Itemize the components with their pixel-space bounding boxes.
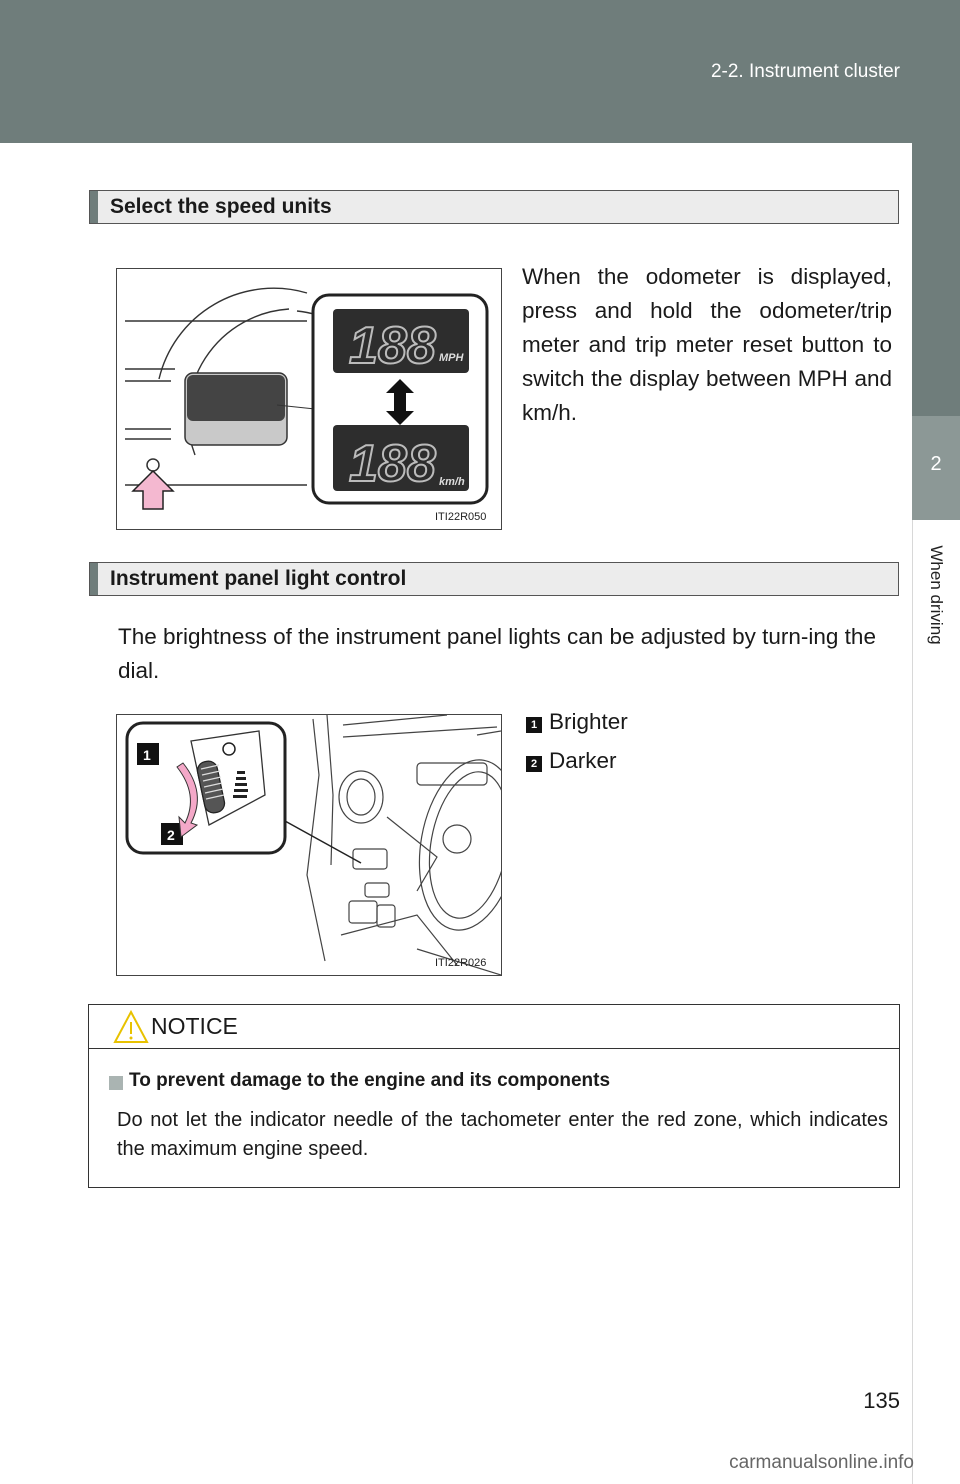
side-tab	[912, 520, 960, 1484]
kmh-digits: 188	[349, 435, 436, 493]
callout-2-number: 2	[167, 827, 175, 843]
warning-triangle-icon	[113, 1009, 149, 1045]
odometer-illustration	[117, 269, 501, 529]
section-heading-panel-light	[89, 562, 899, 596]
section-heading-text: Instrument panel light control	[110, 567, 407, 590]
speed-units-text: When the odometer is displayed, press and hold the odometer/trip meter and trip meter reset button to switch the display between MPH and km/h.	[522, 264, 892, 425]
notice-subheading: To prevent damage to the engine and its components	[129, 1070, 611, 1091]
legend-2-number: 2	[526, 756, 542, 772]
mph-digits: 188	[349, 317, 436, 375]
section-heading-text: Select the speed units	[110, 195, 332, 218]
figure-speed-units	[116, 268, 502, 530]
page-number: 135	[863, 1388, 900, 1413]
page-header	[0, 0, 960, 143]
notice-box	[88, 1004, 900, 1188]
figure-code: ITI22R026	[435, 957, 487, 969]
section-title: 2-2. Instrument cluster	[710, 61, 900, 82]
notice-text: Do not let the indicator needle of the tachometer enter the red zone, which indicates the maximum engine speed.	[117, 1109, 888, 1160]
bullet-square-icon	[109, 1076, 123, 1090]
section-heading-speed-units	[89, 190, 899, 224]
callout-1-number: 1	[143, 747, 151, 763]
notice-title: NOTICE	[151, 1013, 238, 1039]
figure-panel-light	[116, 714, 502, 976]
panel-light-text: The brightness of the instrument panel lights can be adjusted by turn-ing the dial.	[118, 624, 876, 683]
chapter-label: When driving	[927, 545, 946, 645]
notice-header	[89, 1005, 899, 1049]
side-tab-top	[912, 143, 960, 416]
legend-1-number: 1	[526, 717, 542, 733]
legend-1-label: Brighter	[549, 709, 628, 734]
figure-code: ITI22R050	[435, 511, 487, 523]
chapter-number: 2	[912, 416, 960, 520]
kmh-unit-label: km/h	[439, 476, 465, 488]
dashboard-illustration	[117, 715, 501, 975]
footer-watermark: carmanualsonline.info	[729, 1452, 914, 1473]
legend-2-label: Darker	[549, 748, 617, 773]
mph-unit-label: MPH	[439, 352, 464, 364]
press-arrow-icon	[133, 471, 173, 509]
